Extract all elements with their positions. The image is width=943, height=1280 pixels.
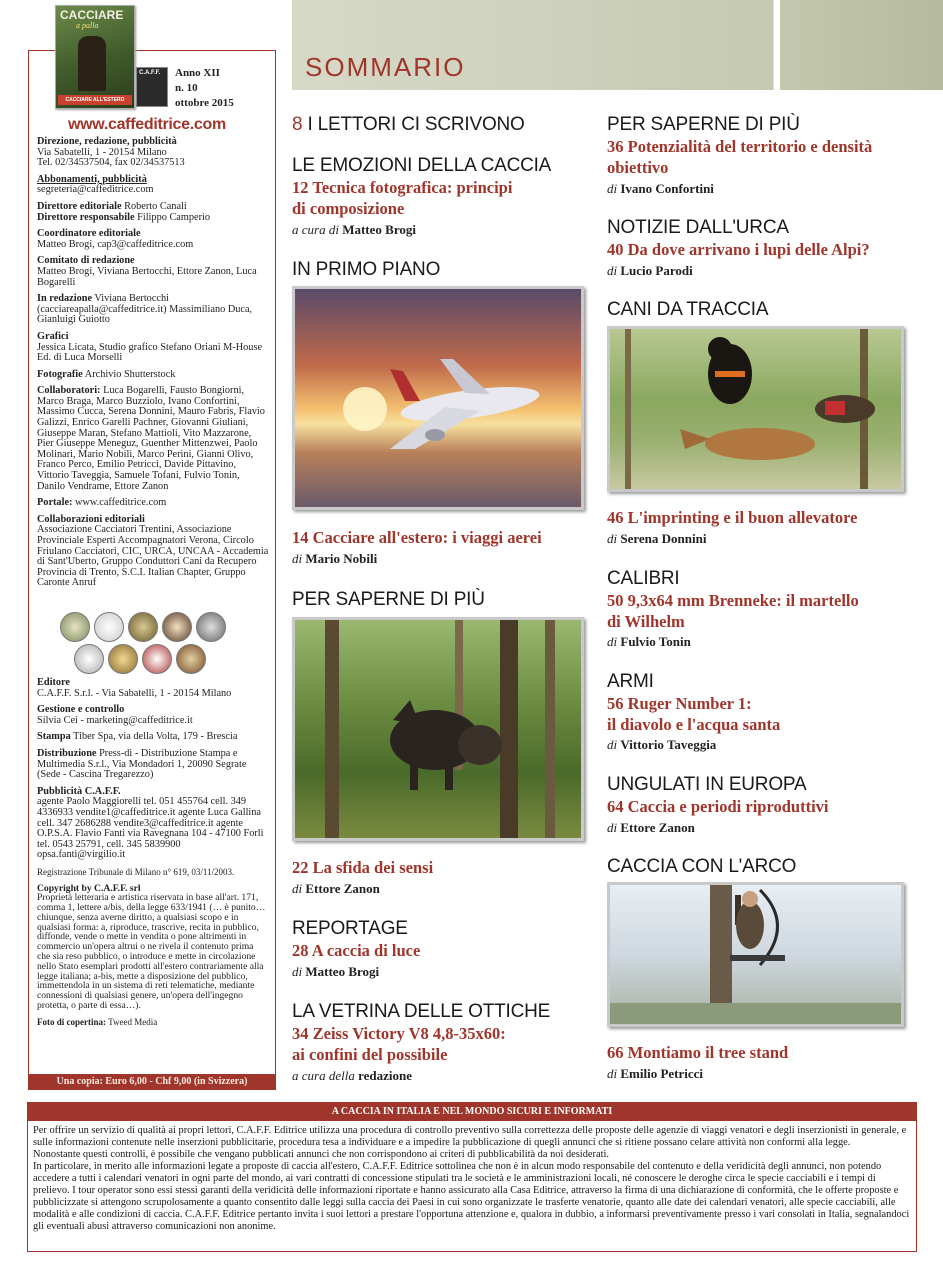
credit-fotografie: Fotografie Archivio Shutterstock [37, 368, 176, 380]
credit-registrazione: Registrazione Tribunale di Milano n° 619, 03/11/2003. [37, 866, 235, 877]
section-primo-piano: IN PRIMO PIANO [292, 259, 441, 280]
magazine-cover-thumbnail [55, 5, 135, 109]
byline-brogi-2: di Matteo Brogi [292, 964, 380, 979]
credit-grafici: Grafici Jessica Licata, Studio grafico Stefano Oriani M-House Ed. di Luca Morselli [37, 330, 263, 364]
toc-entry-lupi[interactable]: 40 Da dove arrivano i lupi delle Alpi? [607, 240, 870, 259]
airplane-image [295, 289, 581, 507]
section-cani-traccia: CANI DA TRACCIA [607, 299, 769, 320]
section-urca: NOTIZIE DALL'URCA [607, 217, 789, 238]
section-per-saperne-1: PER SAPERNE DI PIÙ [292, 589, 485, 610]
credit-comitato: Comitato di redazione Matteo Brogi, Viviana Bertocchi, Ettore Zanon, Luca Bogarelli [37, 255, 257, 288]
disclaimer-title: A CACCIA IN ITALIA E NEL MONDO SICURI E INFORMATI [27, 1102, 917, 1121]
credit-coordinatore: Coordinatore editoriale Matteo Brogi, cap3@caffeditrice.com [37, 228, 194, 250]
credit-distribuzione: Distribuzione Press-di - Distribuzione Stampa e Multimedia S.r.l., Via Mondadori 1, 20090 Segrate (Sede - Cascina Tregarezzo) [37, 747, 247, 781]
cover-subtitle: a palla [76, 21, 99, 30]
credit-gestione: Gestione e controllo Silvia Cei - marketing@caffeditrice.it [37, 704, 193, 726]
photo-wild-boar [292, 617, 584, 841]
issue-date: ottobre 2015 [175, 97, 234, 109]
cover-banner: CACCIARE ALL'ESTERO [58, 95, 132, 105]
toc-entry-brenneke[interactable]: 50 9,3x64 mm Brenneke: il martello di Wilhelm [607, 591, 859, 631]
section-vetrina-ottiche: LA VETRINA DELLE OTTICHE [292, 1001, 551, 1022]
byline-petricci: di Emilio Petricci [607, 1066, 704, 1081]
disclaimer-paragraph-3: In particolare, in merito alle informazioni legate a proposte di caccia all'estero, C.A.F.F. Editrice sottolinea che non è in alcun modo responsabile del contenuto e della veridicità degli annunci, non potendo accedere a tutti i calendari venatori in ogni parte del mondo, ai vari contratti di concessione stipulati tra le società e le amministrazioni locali, né conoscere le deroghe circa le specie cacciabili e i tempi di prelievo. I tour operator sono essi stessi garanti della veridicità delle informazioni riportate e hanno assicurato alla Casa Editrice, attraverso la firma di una dichiarazione di conformità, che le offerte proposte e pubblicizzate si attengono scrupolosamente a quanto consentito dalle leggi sulla caccia dei Paesi in cui sono organizzate le trasferte venatorie, quanto alle date dei calendari venatori, alle specie cacciabili, alle modalità e alle condizioni di caccia. C.A.F.F. Editrice pertanto invita i suoi lettori a prestare l'opportuna attenzione e, qualora in dubbio, a informarsi preventivamente presso i vari consolati in Italia, segnalandoci gli eventuali abusi attraverso comunicazioni non anonime. [33, 1161, 910, 1232]
byline-nobili: di Mario Nobili [292, 551, 378, 566]
website-link[interactable]: www.caffeditrice.com [68, 116, 226, 133]
credit-editore: Editore C.A.F.F. S.r.l. - Via Sabatelli, 1 - 20154 Milano [37, 677, 232, 699]
credit-redazione: In redazione Viviana Bertocchi (cacciareapalla@caffeditrice.it) Massimiliano Duca, Gianluigi Guiotto [37, 293, 253, 326]
cover-title: CACCIARE [60, 8, 124, 22]
issue-info [175, 66, 234, 111]
partner-logo-1 [60, 612, 90, 642]
photo-dog-deer [607, 326, 904, 492]
byline-tonin: di Fulvio Tonin [607, 634, 691, 649]
toc-entry-caccia-luce[interactable]: 28 A caccia di luce [292, 941, 421, 960]
dvd-thumbnail [136, 67, 168, 107]
toc-entry-ruger[interactable]: 56 Ruger Number 1: il diavolo e l'acqua santa [607, 694, 781, 734]
cover-hunter-figure [78, 36, 106, 91]
toc-entry-tecnica-fotografica[interactable]: 12 Tecnica fotografica: principi di composizione [292, 178, 513, 218]
bowhunter-image [610, 885, 901, 1024]
section-per-saperne-2: PER SAPERNE DI PIÙ [607, 114, 800, 135]
issue-year: Anno XII [175, 67, 220, 79]
partner-logo-8 [142, 644, 172, 674]
credits-block [37, 137, 269, 595]
credit-direzione: Direzione, redazione, pubblicità Via Sabatelli, 1 - 20154 Milano Tel. 02/34537504, fax 02/34537513 [37, 136, 185, 169]
credits-block-2 [37, 678, 269, 1033]
partner-logo-6 [74, 644, 104, 674]
partner-logo-9 [176, 644, 206, 674]
byline-taveggia: di Vittorio Taveggia [607, 737, 717, 752]
toc-entry-lettori[interactable]: 8 I LETTORI CI SCRIVONO [292, 114, 525, 135]
dog-deer-image [610, 329, 901, 489]
disclaimer-paragraph-1: Per offrire un servizio di qualità ai propri lettori, C.A.F.F. Editrice utilizza una procedura di controllo preventivo sulla correttezza delle proposte delle agenzie di viaggi venatori e degli inserzionisti in generale, e sulle informazioni contenute nelle inserzioni pubblicitarie, procedura tesa a individuare e a impedire la pubblicazione di quegli annunci che si ritiene possano celare attività non conformi alla legge. [33, 1125, 907, 1148]
credit-stampa: Stampa Tiber Spa, via della Volta, 179 - Brescia [37, 731, 238, 743]
credit-collaboratori: Collaboratori: Luca Bogarelli, Fausto Bongiorni, Marco Braga, Marco Buzziolo, Ivano Confortini, Massimo Cucca, Serena Donnini, Mauro Fabris, Flavio Galizzi, Enrico Garelli Pachner, Giovanni Giuliani, Giuseppe Maran, Stefano Mattioli, Vito Mazzarone, Pier Giuseppe Meneguz, Guenther Mittenzwei, Paolo Molinari, Mario Nobili, Marco Perini, Gianni Olivo, Franco Perco, Emilio Petricci, Davide Pittavino, Vittorio Taveggia, Samuele Tofani, Fulvio Tonin, Danilo Vendrame, Ettore Zanon [37, 385, 265, 492]
disclaimer-text [33, 1125, 913, 1233]
disclaimer-paragraph-2: Nonostante questi controlli, è possibile che vengano pubblicati annunci che non corrispondono ai criteri di pubblicabilità da noi desiderati. [33, 1149, 609, 1160]
byline-zanon-1: di Ettore Zanon [292, 881, 380, 896]
byline-redazione: a cura della redazione [292, 1068, 412, 1083]
credit-copyright: Copyright by C.A.F.F. srl Proprietà letteraria e artistica riservata in base all'art. 171, comma 1, lettere a/bis, della legge 633/1941 (… è punito… chiunque, senza averne diritto, a qualsiasi scopo e in qualsiasi forma: a, riproduce, trascrive, recita in pubblico, diffonde, vende o mette in vendita o pone altrimenti in commercio un'opera altrui o ne rivela il contenuto prima che sia reso pubblico, o introduce e mette in circolazione nello Stato esemplari prodotti all'estero contrariamente alla legge italiana; a-bis, mette a disposizione del pubblico, immettendola in un sistema di reti telematiche, mediante connessioni di qualsiasi genere, un'opera dell'ingegno protetta, o parte di essa…). [37, 882, 266, 1012]
issue-number: n. 10 [175, 82, 198, 94]
credit-collaborazioni: Collaborazioni editoriali Associazione Cacciatori Trentini, Associazione Provinciale Esperti Accompagnatori Verona, Circolo Friulano Cacciatori, CIC, URCA, UNCAA - Accademia di Sant'Uberto, Gruppo Conduttori Cani da Recupero Provincia di Trento, S.C.I. Italian Chapter, Gruppo Caronte Anruf [37, 513, 269, 589]
toc-entry-sfida-sensi[interactable]: 22 La sfida dei sensi [292, 858, 434, 877]
credit-pubblicita: Pubblicità C.A.F.F. agente Paolo Maggiorelli tel. 051 455764 cell. 349 4336933 vendite1@caffeditrice.it agente Luca Gallina cell. 347 2686288 vendite3@caffeditrice.it agente O.P.S.A. Flavio Fanti via Ravegnana 104 - 47100 Forlì tel. 0543 25791, cell. 345 5839900 opsa.fanti@virgilio.it [37, 785, 264, 861]
section-arco: CACCIA CON L'ARCO [607, 856, 797, 877]
photo-airplane [292, 286, 584, 510]
toc-entry-zeiss[interactable]: 34 Zeiss Victory V8 4,8-35x60: ai confini del possibile [292, 1024, 506, 1064]
partner-logo-7 [108, 644, 138, 674]
section-calibri: CALIBRI [607, 568, 680, 589]
toc-entry-tree-stand[interactable]: 66 Montiamo il tree stand [607, 1043, 789, 1062]
price-bar: Una copia: Euro 6,00 - Chf 9,00 (in Svizzera) [28, 1074, 276, 1090]
credit-abbonamenti: Abbonamenti, pubblicità segreteria@caffeditrice.com [37, 173, 154, 196]
page-title: SOMMARIO [305, 52, 466, 82]
byline-parodi: di Lucio Parodi [607, 263, 693, 278]
section-armi: ARMI [607, 671, 654, 692]
section-reportage: REPORTAGE [292, 918, 408, 939]
section-ungulati: UNGULATI IN EUROPA [607, 774, 807, 795]
toc-entry-viaggi-aerei[interactable]: 14 Cacciare all'estero: i viaggi aerei [292, 528, 542, 547]
byline-donnini: di Serena Donnini [607, 531, 707, 546]
partner-logos [60, 612, 240, 674]
byline-confortini: di Ivano Confortini [607, 181, 714, 196]
partner-logo-5 [196, 612, 226, 642]
partner-logo-2 [94, 612, 124, 642]
byline-zanon-2: di Ettore Zanon [607, 820, 695, 835]
toc-entry-imprinting[interactable]: 46 L'imprinting e il buon allevatore [607, 508, 858, 527]
boar-image [295, 620, 581, 838]
partner-logo-4 [162, 612, 192, 642]
dvd-label: C.A.F.F. [139, 70, 161, 76]
partner-logo-3 [128, 612, 158, 642]
photo-bowhunter [607, 882, 904, 1027]
byline-brogi-1: a cura di Matteo Brogi [292, 222, 416, 237]
toc-entry-periodi-riproduttivi[interactable]: 64 Caccia e periodi riproduttivi [607, 797, 829, 816]
credit-portale: Portale: www.caffeditrice.com [37, 497, 167, 509]
toc-entry-potenzialita[interactable]: 36 Potenzialità del territorio e densità obiettivo [607, 137, 873, 177]
credit-direttori: Direttore editoriale Roberto Canali Direttore responsabile Filippo Camperio [37, 200, 211, 223]
section-emozioni: LE EMOZIONI DELLA CACCIA [292, 155, 552, 176]
credit-foto-copertina: Foto di copertina: Tweed Media [37, 1016, 158, 1027]
